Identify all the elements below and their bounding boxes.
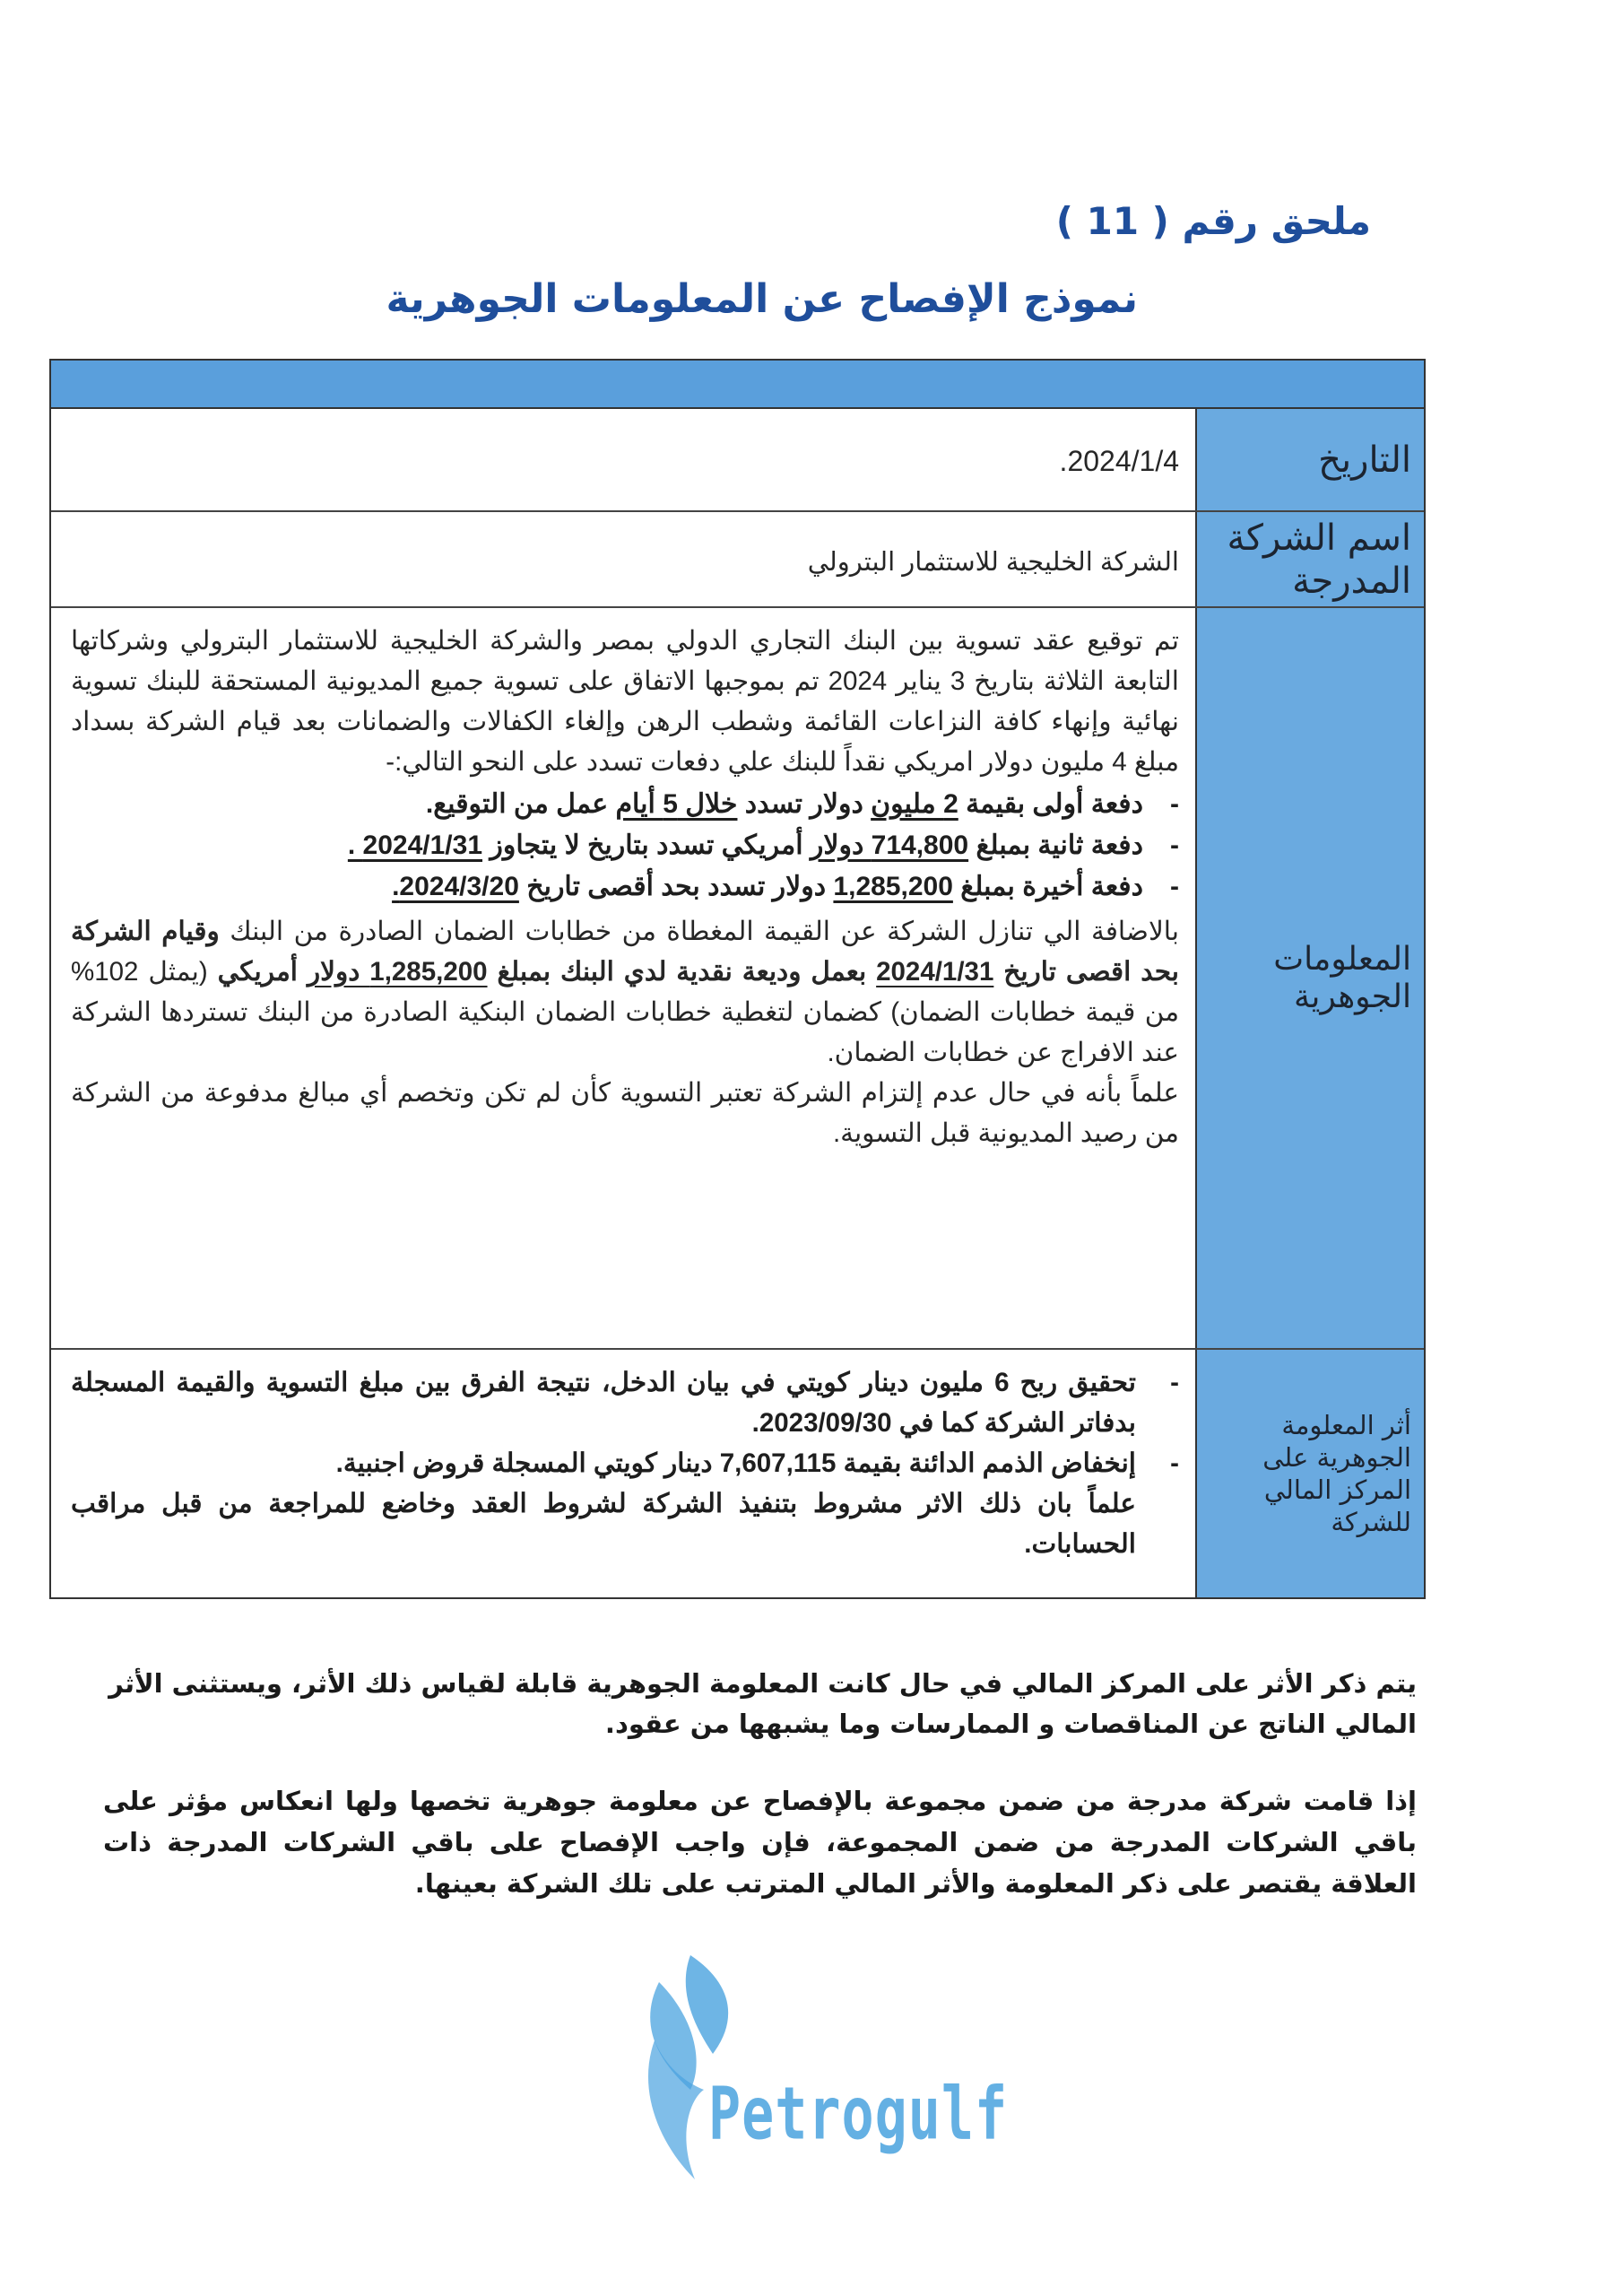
- deposit-amount: 1,285,200 دولار: [307, 957, 488, 987]
- default-note: علماً بأنه في حال عدم إلتزام الشركة تعتبر التسوية كأن لم تكن وتخصم أي مبالغ مدفوعة من الشركة من رصيد المديونية قبل التسوية.: [71, 1078, 1179, 1148]
- payment-deadline: 2024/3/20.: [392, 872, 519, 901]
- payment-item: [71, 866, 1143, 908]
- annex-title: ملحق رقم ( 11 ): [1055, 199, 1371, 243]
- payment-deadline: 2024/1/31 .: [347, 831, 483, 860]
- table-header-bar: [51, 361, 1424, 409]
- payment-text: دولار تسدد بحد أقصى تاريخ: [518, 872, 834, 901]
- company-label: اسم الشركة المدرجة: [1195, 512, 1424, 606]
- logo-wordmark: Petrogulf: [708, 2072, 1009, 2157]
- payment-amount: 2 مليون: [871, 789, 958, 819]
- waiver-text: (يمثل 102% من قيمة خطابات الضمان) كضمان لتغطية خطابات الضمان البنكية الصادرة من البنك تستردها الشركة عند الافراج عن خطابات الضمان.: [71, 957, 1179, 1067]
- payment-text: دولار تسدد: [737, 789, 872, 819]
- payment-list: [71, 784, 1179, 908]
- payment-text: دفعة أولى بقيمة: [958, 789, 1143, 819]
- payment-text: دفعة ثانية بمبلغ: [968, 831, 1143, 860]
- footnote-group-disclosure: إذا قامت شركة مدرجة من ضمن مجموعة بالإفصاح عن معلومة جوهرية تخصها ولها انعكاس مؤثر على باقي الشركات المدرجة من ضمن المجموعة، فإن واجب الإفصاح على باقي الشركات المدرجة ذات العلاقة يقتصر على ذكر المعلومة والأثر المالي المترتب على تلك الشركة بعينها.: [103, 1786, 1417, 1899]
- payment-item: [71, 784, 1143, 825]
- payment-text: دفعة أخيرة بمبلغ: [952, 872, 1143, 901]
- material-info-value: [51, 608, 1195, 1348]
- waiver-text: بالاضافة الي تنازل الشركة عن القيمة المغطاة من خطابات الضمان الصادرة من البنك: [219, 917, 1179, 946]
- payment-currency: دولار: [810, 831, 872, 860]
- disclosure-table: [49, 359, 1426, 1599]
- row-date: [51, 409, 1424, 512]
- waiver-bold-text: أمريكي: [217, 957, 308, 987]
- payment-item: [71, 825, 1143, 866]
- impact-list: [71, 1362, 1179, 1483]
- date-label: التاريخ: [1195, 409, 1424, 510]
- material-info-label: المعلومات الجوهرية: [1195, 608, 1424, 1348]
- impact-value: [51, 1350, 1195, 1597]
- company-value: الشركة الخليجية للاستثمار البترولي: [807, 548, 1179, 577]
- form-title: نموذج الإفصاح عن المعلومات الجوهرية: [386, 276, 1138, 322]
- impact-item: - تحقيق ربح 6 مليون دينار كويتي في بيان الدخل، نتيجة الفرق بين مبلغ التسوية والقيمة المسجلة بدفاتر الشركة كما في 2023/09/30.: [71, 1362, 1136, 1443]
- petrogulf-logo: [605, 1955, 1009, 2215]
- row-company: [51, 512, 1424, 608]
- date-value: 2024/1/4.: [1059, 445, 1179, 477]
- waiver-paragraph: [71, 911, 1179, 1073]
- payment-text: أمريكي تسدد بتاريخ لا يتجاوز: [482, 831, 811, 860]
- waiver-bold-text: بعمل وديعة نقدية لدي البنك بمبلغ: [487, 957, 877, 987]
- row-material-info: [51, 608, 1424, 1350]
- impact-item: - إنخفاض الذمم الدائنة بقيمة 7,607,115 دينار كويتي المسجلة قروض اجنبية.: [71, 1443, 1136, 1483]
- deposit-date: 2024/1/31: [876, 957, 994, 987]
- impact-label: أثر المعلومة الجوهرية على المركز المالي للشركة: [1195, 1350, 1424, 1597]
- payment-amount: 714,800: [871, 831, 969, 860]
- settlement-intro: تم توقيع عقد تسوية بين البنك التجاري الدولي بمصر والشركة الخليجية للاستثمار البترولي وشركاتها التابعة الثلاثة بتاريخ 3 يناير 2024 تم بموجبها الاتفاق على تسوية جميع المديونية المستحقة للبنك تسوية نهائية وإنهاء كافة النزاعات القائمة وشطب الرهن وإلغاء الكفالات والضمانات بعد قيام الشركة بسداد مبلغ 4 مليون دولار امريكي نقداً للبنك علي دفعات تسدد على النحو التالي:-: [71, 626, 1179, 777]
- footnote-financial-impact: يتم ذكر الأثر على المركز المالي في حال كانت المعلومة الجوهرية قابلة لقياس ذلك الأثر، ويستثنى الأثر المالي الناتج عن المناقصات و الممارسات وما يشبهها من عقود.: [108, 1668, 1417, 1739]
- row-financial-impact: [51, 1350, 1424, 1597]
- impact-note: علماً بان ذلك الاثر مشروط بتنفيذ الشركة لشروط العقد وخاضع للمراجعة من قبل مراقب الحسابات.: [71, 1489, 1136, 1559]
- payment-deadline: خلال 5 أيام: [615, 789, 738, 819]
- payment-amount: 1,285,200: [833, 872, 953, 901]
- waiver-bold-text: وقيام الشركة بحد اقصى تاريخ: [71, 917, 1180, 987]
- payment-text: عمل من التوقيع.: [425, 789, 616, 819]
